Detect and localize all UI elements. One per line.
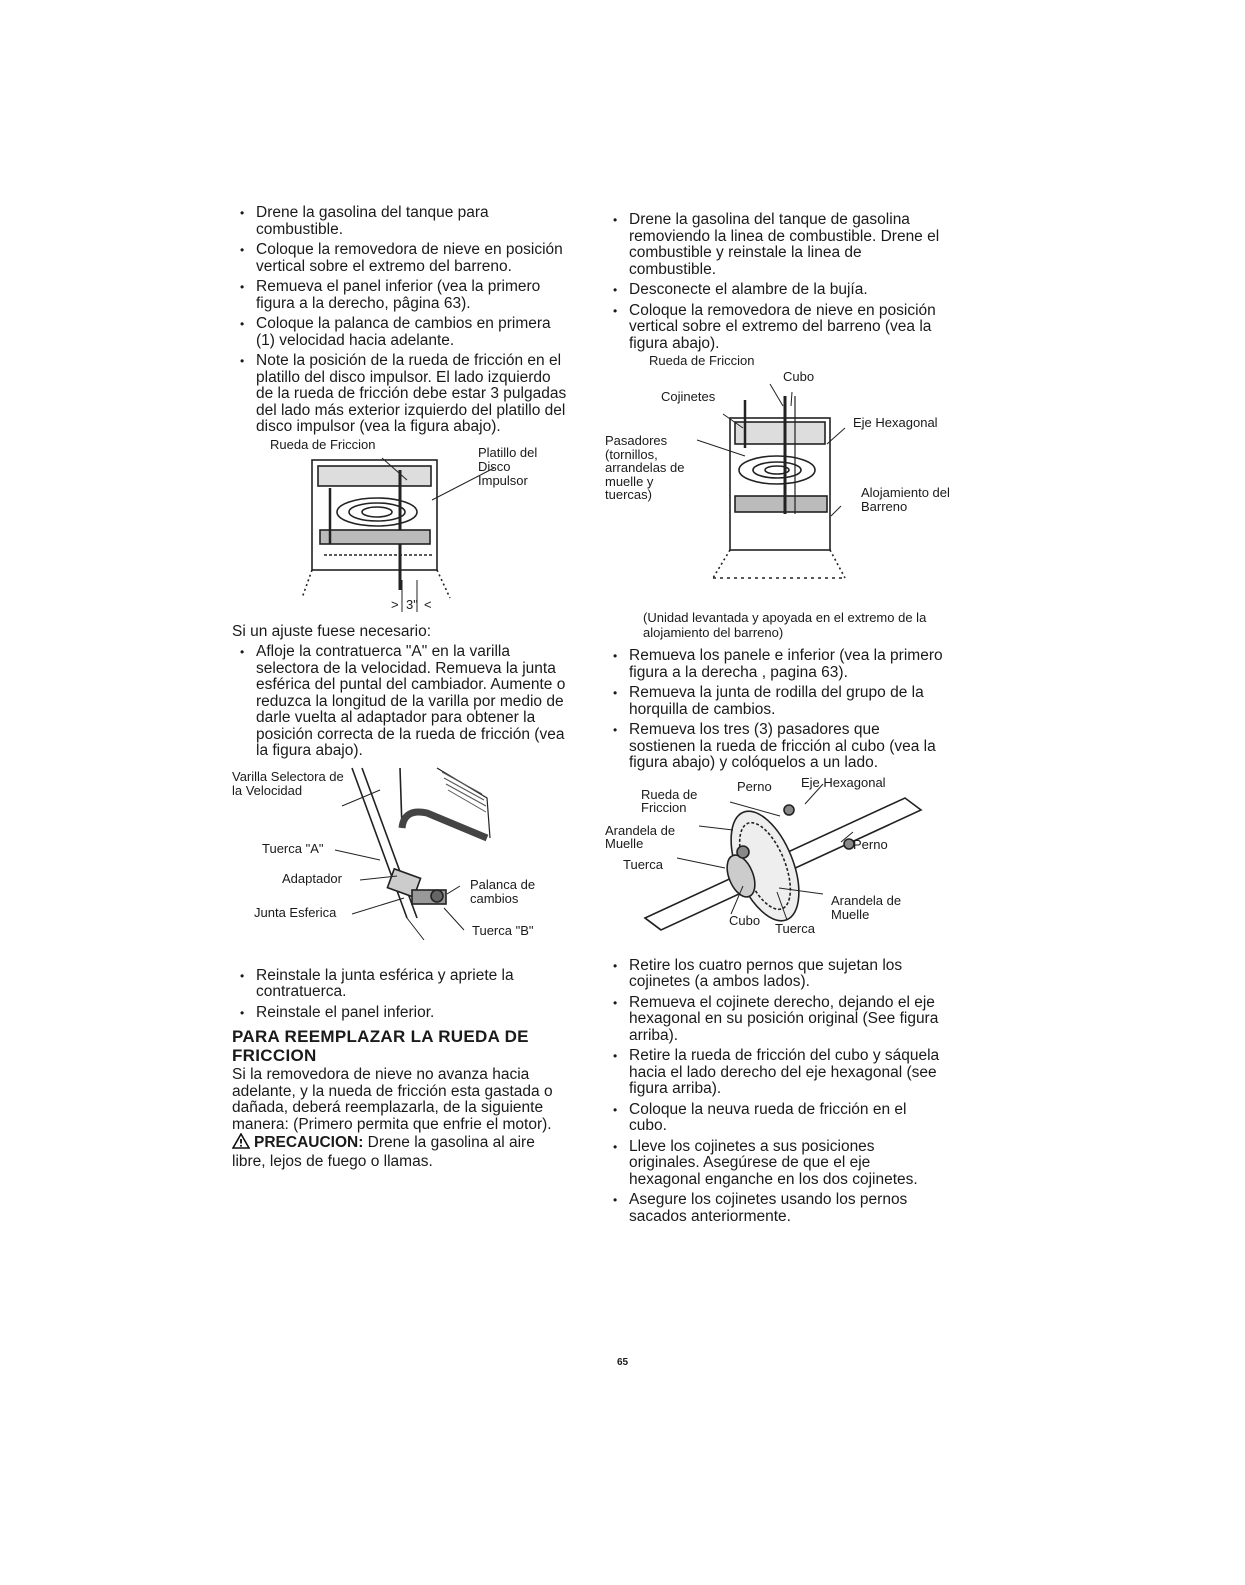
list-item: • Afloje la contratuerca "A" en la varilla selectora de la velocidad. Remueva la junta esférica del puntal del cambiador. Aumente o reduzca la longitud de la varilla por medio de darle vuelta al adaptador para obtener la posición correcta de la rueda de fricción (vea la figura abajo). bbox=[232, 644, 572, 760]
bullet-list-preparation bbox=[232, 205, 572, 436]
label-friction-wheel: Rueda de Friccion bbox=[649, 353, 755, 368]
warning-text: Drene la gasolina al aire libre, lejos de fuego o llamas. bbox=[232, 1134, 535, 1170]
label-speed-rod: Varilla Selectora de la Velocidad bbox=[232, 768, 344, 798]
list-item: • Remueva la junta de rodilla del grupo de la horquilla de cambios. bbox=[605, 685, 945, 718]
label-shift-lever: Palanca de cambios bbox=[470, 876, 536, 906]
figure-friction-wheel-position bbox=[232, 436, 572, 618]
list-item: • Remueva el panel inferior (vea la primero figura a la derecho, pâgina 63). bbox=[232, 279, 572, 312]
list-item: • Lleve los cojinetes a sus posiciones originales. Asegúrese de que el eje hexagonal enganche en los dos cojinetes. bbox=[605, 1139, 945, 1189]
list-item: • Coloque la removedora de nieve en posición vertical sobre el extremo del barreno (vea la figura abajo). bbox=[605, 303, 945, 353]
label-nut-left: Tuerca bbox=[623, 856, 663, 872]
list-item: • Retire la rueda de fricción del cubo y sáquela hacia el lado derecho del eje hexagonal (see figura arriba). bbox=[605, 1048, 945, 1098]
label-nut-bottom: Tuerca bbox=[775, 920, 815, 936]
warning-paragraph bbox=[232, 1133, 572, 1170]
bullet-list-drain bbox=[605, 212, 945, 352]
intro-paragraph: Si la removedora de nieve no avanza hacia adelante, y la nueda de fricción esta gastada o dañada, deberá reemplazarla, de la siguiente manera: (Primero permita que enfrie el motor). bbox=[232, 1066, 553, 1133]
label-hex-shaft: Eje Hexagonal bbox=[801, 774, 886, 790]
list-item: • Remueva los tres (3) pasadores que sostienen la rueda de fricción al cubo (vea la figura abajo) y colóquelos a un lado. bbox=[605, 722, 945, 772]
figure-selector-rod bbox=[232, 768, 572, 954]
list-item: • Note la posición de la rueda de fricción en el platillo del disco impulsor. El lado izquierdo de la rueda de fricción debe estar 3 pulgadas del lado más exterior izquierdo del platillo del disco impulsor (vea la figura abajo). bbox=[232, 353, 572, 436]
list-item: • Coloque la removedora de nieve en posición vertical sobre el extremo del barreno. bbox=[232, 242, 572, 275]
list-item: • Reinstale el panel inferior. bbox=[232, 1005, 572, 1022]
list-item: • Coloque la neuva rueda de fricción en el cubo. bbox=[605, 1102, 945, 1135]
adjust-intro: Si un ajuste fuese necesario: bbox=[232, 622, 432, 640]
list-item: • Remueva los panele e inferior (vea la primero figura a la derecha , pagina 63). bbox=[605, 648, 945, 681]
figure-wheel-on-shaft bbox=[605, 774, 945, 952]
left-column bbox=[232, 205, 572, 1170]
label-spring-washer-left: Arandela de Muelle bbox=[605, 822, 676, 851]
dimension-arrow-right-icon: < bbox=[424, 596, 432, 612]
label-hex-shaft: Eje Hexagonal bbox=[853, 415, 938, 430]
label-bearings: Cojinetes bbox=[661, 389, 716, 404]
label-auger-housing: Alojamiento del Barreno bbox=[861, 485, 950, 514]
label-dimension: 3" bbox=[406, 596, 418, 612]
list-item: • Desconecte el alambre de la bujía. bbox=[605, 282, 945, 299]
page-number: 65 bbox=[616, 1357, 629, 1368]
label-bolt-right: Perno bbox=[853, 836, 888, 852]
list-item: • Retire los cuatro pernos que sujetan los cojinetes (a ambos lados). bbox=[605, 958, 945, 991]
label-friction-wheel: Rueda de Friccion bbox=[641, 786, 698, 815]
label-spring-washer-right: Arandela de Muelle bbox=[831, 892, 902, 922]
bullet-list-adjust bbox=[232, 644, 572, 760]
warning-label: PRECAUCION: bbox=[254, 1134, 364, 1151]
bullet-list-replace bbox=[605, 958, 945, 1226]
warning-triangle-icon bbox=[232, 1133, 250, 1153]
label-hub: Cubo bbox=[783, 369, 815, 384]
label-ball-joint: Junta Esferica bbox=[254, 904, 337, 920]
figure-unit-upright bbox=[605, 353, 950, 604]
bullet-list-reinstall bbox=[232, 968, 572, 1022]
list-item: • Drene la gasolina del tanque de gasolina removiendo la linea de combustible. Drene el combustible y reinstale la linea de combustible. bbox=[605, 212, 945, 278]
list-item: • Asegure los cojinetes usando los pernos sacados anteriormente. bbox=[605, 1192, 945, 1225]
list-item: • Reinstale la junta esférica y apriete la contratuerca. bbox=[232, 968, 572, 1001]
label-friction-wheel: Rueda de Friccion bbox=[270, 436, 376, 452]
label-pins: Pasadores (tornillos, arrandelas de muelle y tuercas) bbox=[605, 433, 685, 502]
right-column bbox=[605, 211, 950, 1229]
dimension-arrow-left-icon: > bbox=[391, 596, 399, 612]
bullet-list-remove bbox=[605, 648, 945, 772]
list-item: • Remueva el cojinete derecho, dejando el eje hexagonal en su posición original (See figura arriba). bbox=[605, 995, 945, 1045]
label-drive-disc: Platillo del Disco Impulsor bbox=[478, 444, 538, 488]
label-nut-b: Tuerca "B" bbox=[472, 922, 534, 938]
list-item: • Coloque la palanca de cambios en primera (1) velocidad hacia adelante. bbox=[232, 316, 572, 349]
section-heading: PARA REEMPLAZAR LA RUEDA DE FRICCION bbox=[232, 1027, 529, 1065]
list-item: • Drene la gasolina del tanque para combustible. bbox=[232, 205, 572, 238]
label-bolt-top: Perno bbox=[737, 778, 772, 794]
label-adapter: Adaptador bbox=[282, 870, 342, 886]
label-hub: Cubo bbox=[729, 912, 761, 928]
figure-caption: (Unidad levantada y apoyada en el extremo de la alojamiento del barreno) bbox=[643, 610, 927, 640]
label-nut-a: Tuerca "A" bbox=[262, 840, 324, 856]
